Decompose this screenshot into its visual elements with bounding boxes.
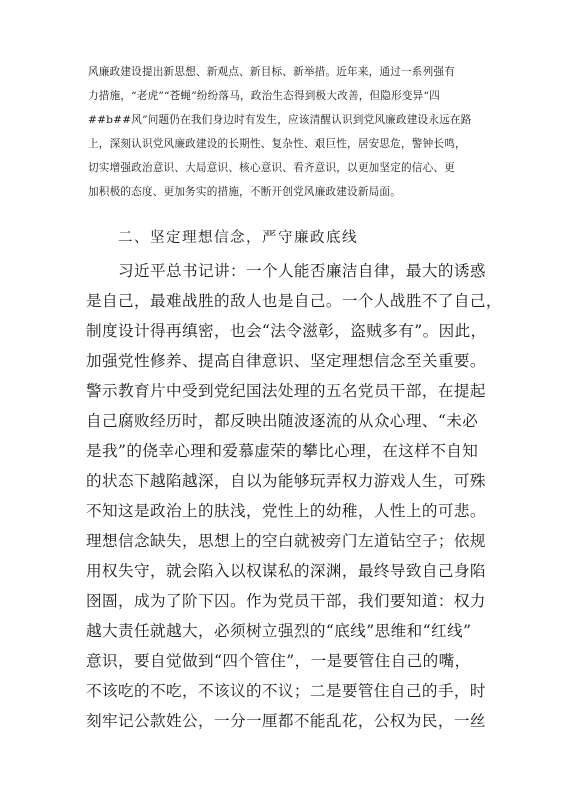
paragraph-line: 越大责任就越大，必须树立强烈的“底线”思维和“红线” xyxy=(86,622,472,640)
paragraph-line: 是我”的侥幸心理和爱慕虚荣的攀比心理，在这样不自知 xyxy=(86,442,479,460)
paragraph-line: 警示教育片中受到党纪国法处理的五名党员干部，在提起 xyxy=(86,382,486,400)
paragraph-line: 不该吃的不吃，不该议的不议；二是要管住自己的手，时 xyxy=(86,682,486,700)
paragraph-line: 加积极的态度、更加务实的措施，不断开创党风廉政建设新局面。 xyxy=(88,186,402,198)
paragraph-line: 的状态下越陷越深，自以为能够玩弄权力游戏人生，可殊 xyxy=(86,472,486,490)
paragraph-line: 加强党性修养、提高自律意识、坚定理想信念至关重要。 xyxy=(86,352,486,370)
paragraph-line: ##b##风”问题仍在我们身边时有发生，应该清醒认识到党风廉政建设永远在路 xyxy=(88,114,472,126)
paragraph-line: 切实增强政治意识、大局意识、核心意识、看齐意识，以更加坚定的信心、更 xyxy=(88,162,455,174)
paragraph-line: 刻牢记公款姓公，一分一厘都不能乱花，公权为民，一丝 xyxy=(86,712,486,730)
paragraph-line: 囹圄，成为了阶下囚。作为党员干部，我们要知道：权力 xyxy=(86,592,486,610)
paragraph-line: 理想信念缺失，思想上的空白就被旁门左道钻空子；依规 xyxy=(86,532,486,550)
paragraph-line: 意识，要自觉做到“四个管住”，一是要管住自己的嘴， xyxy=(86,652,471,670)
paragraph-line: 习近平总书记讲：一个人能否廉洁自律，最大的诱惑 xyxy=(118,262,486,280)
paragraph-line: 自己腐败经历时，都反映出随波逐流的从众心理、“未必 xyxy=(86,412,479,430)
paragraph-line: 用权失守，就会陷入以权谋私的深渊，最终导致自己身陷 xyxy=(86,562,486,580)
paragraph-line: 力措施，“老虎”“苍蝇”纷纷落马，政治生态得到极大改善，但隐形变异“四 xyxy=(88,90,440,102)
paragraph-line: 上，深刻认识党风廉政建设的长期性、复杂性、艰巨性，居安思危，警钟长鸣， xyxy=(88,138,466,150)
paragraph-line: 制度设计得再缜密，也会“法令滋彰，盗贼多有”。因此， xyxy=(86,322,487,340)
paragraph-line: 不知这是政治上的肤浅，党性上的幼稚，人性上的可悲。 xyxy=(86,502,486,520)
section-heading: 二、坚定理想信念，严守廉政底线 xyxy=(118,230,358,246)
paragraph-line: 风廉政建设提出新思想、新观点、新目标、新举措。近年来，通过一系列强有 xyxy=(88,66,455,78)
paragraph-line: 是自己，最难战胜的敌人也是自己。一个人战胜不了自己， xyxy=(86,292,502,310)
